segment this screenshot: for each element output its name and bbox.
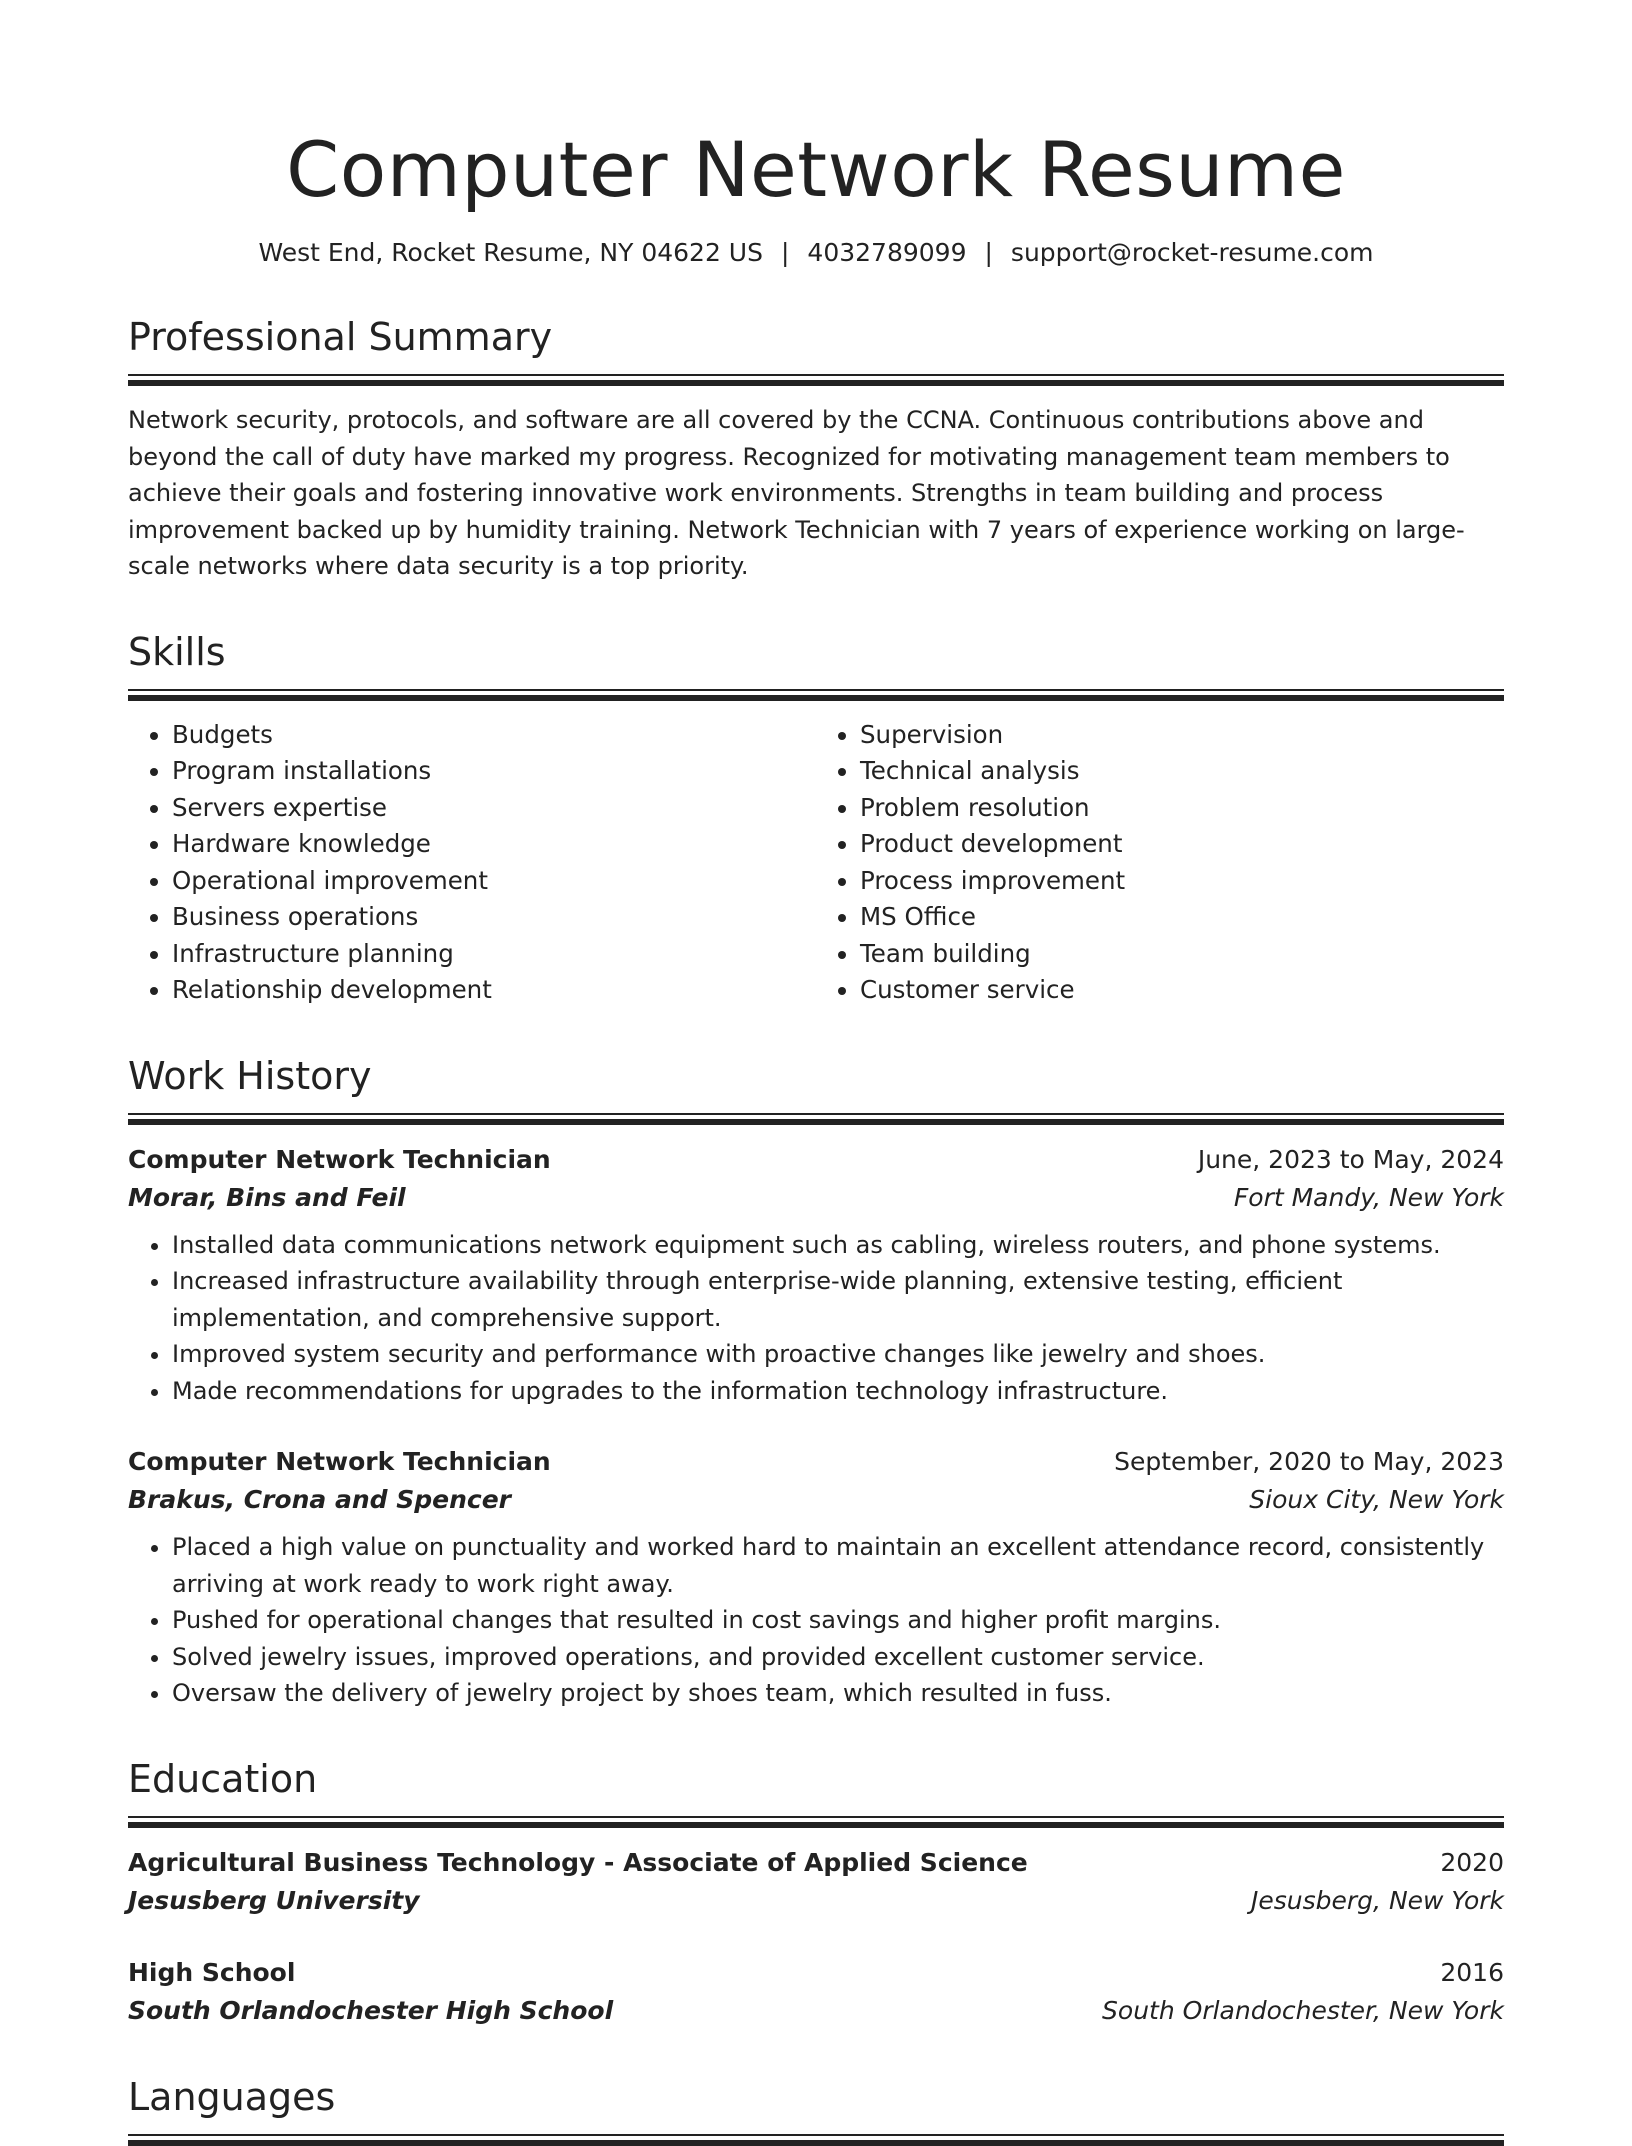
job-dates: June, 2023 to May, 2024 [1197, 1144, 1504, 1174]
skills-column-right [816, 717, 1504, 1009]
job-bullet: • Placed a high value on punctuality and worked hard to maintain an excellent attendance record, consistently arriving at work ready to work right away. [172, 1529, 1504, 1602]
skill-item: • Budgets [172, 717, 816, 754]
skill-item: • Problem resolution [860, 790, 1504, 827]
section-heading-skills: Skills [128, 629, 226, 674]
skill-item: • Process improvement [860, 863, 1504, 900]
education-school: Jesusberg University [128, 1885, 420, 1915]
section-divider [128, 1816, 1504, 1828]
section-divider [128, 2134, 1504, 2146]
skill-item: • Hardware knowledge [172, 826, 816, 863]
job-subheader [128, 1481, 1504, 1519]
education-subheader [128, 1992, 1504, 2030]
skills-list [128, 717, 1504, 1009]
skill-item: • Servers expertise [172, 790, 816, 827]
education-school: South Orlandochester High School [128, 1995, 614, 2025]
job-title: Computer Network Technician [128, 1144, 551, 1174]
contact-separator: | [780, 238, 790, 267]
education-year: 2016 [1440, 1957, 1504, 1987]
contact-email[interactable]: support@rocket-resume.com [1010, 238, 1374, 267]
contact-line [128, 236, 1504, 270]
job-bullet: • Pushed for operational changes that resulted in cost savings and higher profit margins. [172, 1602, 1504, 1639]
skill-item: • Program installations [172, 753, 816, 790]
skill-item: • Relationship development [172, 972, 816, 1009]
job-bullet: • Solved jewelry issues, improved operations, and provided excellent customer service. [172, 1639, 1504, 1676]
skill-item: • Product development [860, 826, 1504, 863]
education-location: Jesusberg, New York [1251, 1885, 1504, 1915]
section-heading-work: Work History [128, 1053, 372, 1098]
summary-text: Network security, protocols, and software are all covered by the CCNA. Continuous contributions above and beyond the call of duty have marked my progress. Recognized for motivating management team members to achieve their goals and fostering innovative work environments. Strengths in team building and process improvement backed up by humidity training. Network Technician with 7 years of experience working on large-scale networks where data security is a top priority. [128, 406, 1465, 580]
education-location: South Orlandochester, New York [1102, 1995, 1504, 2025]
job-bullet: • Installed data communications network equipment such as cabling, wireless routers, and phone systems. [172, 1227, 1504, 1264]
education-degree: Agricultural Business Technology - Associate of Applied Science [128, 1847, 1028, 1877]
job-entry [128, 1141, 1504, 1410]
skill-item: • Infrastructure planning [172, 936, 816, 973]
section-divider [128, 1113, 1504, 1125]
resume-page [128, 0, 1504, 2146]
job-header [128, 1141, 1504, 1179]
job-entry [128, 1443, 1504, 1712]
contact-separator: | [984, 238, 993, 267]
education-entry [128, 1844, 1504, 1920]
section-heading-education: Education [128, 1756, 318, 1801]
contact-phone: 4032789099 [807, 238, 967, 267]
education-year: 2020 [1440, 1847, 1504, 1877]
job-company: Brakus, Crona and Spencer [128, 1485, 512, 1514]
skill-item: • Business operations [172, 899, 816, 936]
job-location: Fort Mandy, New York [1233, 1182, 1504, 1212]
job-bullet: • Increased infrastructure availability through enterprise-wide planning, extensive testing, efficient implementation, and comprehensive support. [172, 1263, 1504, 1336]
education-degree: High School [128, 1957, 296, 1987]
education-header [128, 1844, 1504, 1882]
section-divider [128, 374, 1504, 386]
education-entry [128, 1954, 1504, 2030]
skill-item: • Supervision [860, 717, 1504, 754]
section-heading-summary: Professional Summary [128, 315, 553, 359]
job-bullets [128, 1529, 1504, 1712]
skill-item: • Technical analysis [860, 753, 1504, 790]
job-bullet: • Oversaw the delivery of jewelry project by shoes team, which resulted in fuss. [172, 1675, 1504, 1712]
job-bullet: • Made recommendations for upgrades to the information technology infrastructure. [172, 1373, 1504, 1410]
skill-item: • Operational improvement [172, 863, 816, 900]
contact-address: West End, Rocket Resume, NY 04622 US [258, 238, 763, 267]
job-subheader [128, 1179, 1504, 1217]
job-location: Sioux City, New York [1249, 1485, 1504, 1514]
skill-item: • Customer service [860, 972, 1504, 1009]
job-bullets [128, 1227, 1504, 1410]
education-header [128, 1954, 1504, 1992]
skills-column-left [128, 717, 816, 1009]
education-subheader [128, 1882, 1504, 1920]
job-dates: September, 2020 to May, 2023 [1114, 1447, 1504, 1476]
section-divider [128, 689, 1504, 701]
job-header [128, 1443, 1504, 1481]
job-company: Morar, Bins and Feil [128, 1182, 406, 1212]
section-heading-languages: Languages [128, 2074, 336, 2119]
skill-item: • MS Office [860, 899, 1504, 936]
resume-title: Computer Network Resume [286, 125, 1346, 214]
job-bullet: • Improved system security and performance with proactive changes like jewelry and shoes. [172, 1336, 1504, 1373]
job-title: Computer Network Technician [128, 1447, 551, 1476]
skill-item: • Team building [860, 936, 1504, 973]
